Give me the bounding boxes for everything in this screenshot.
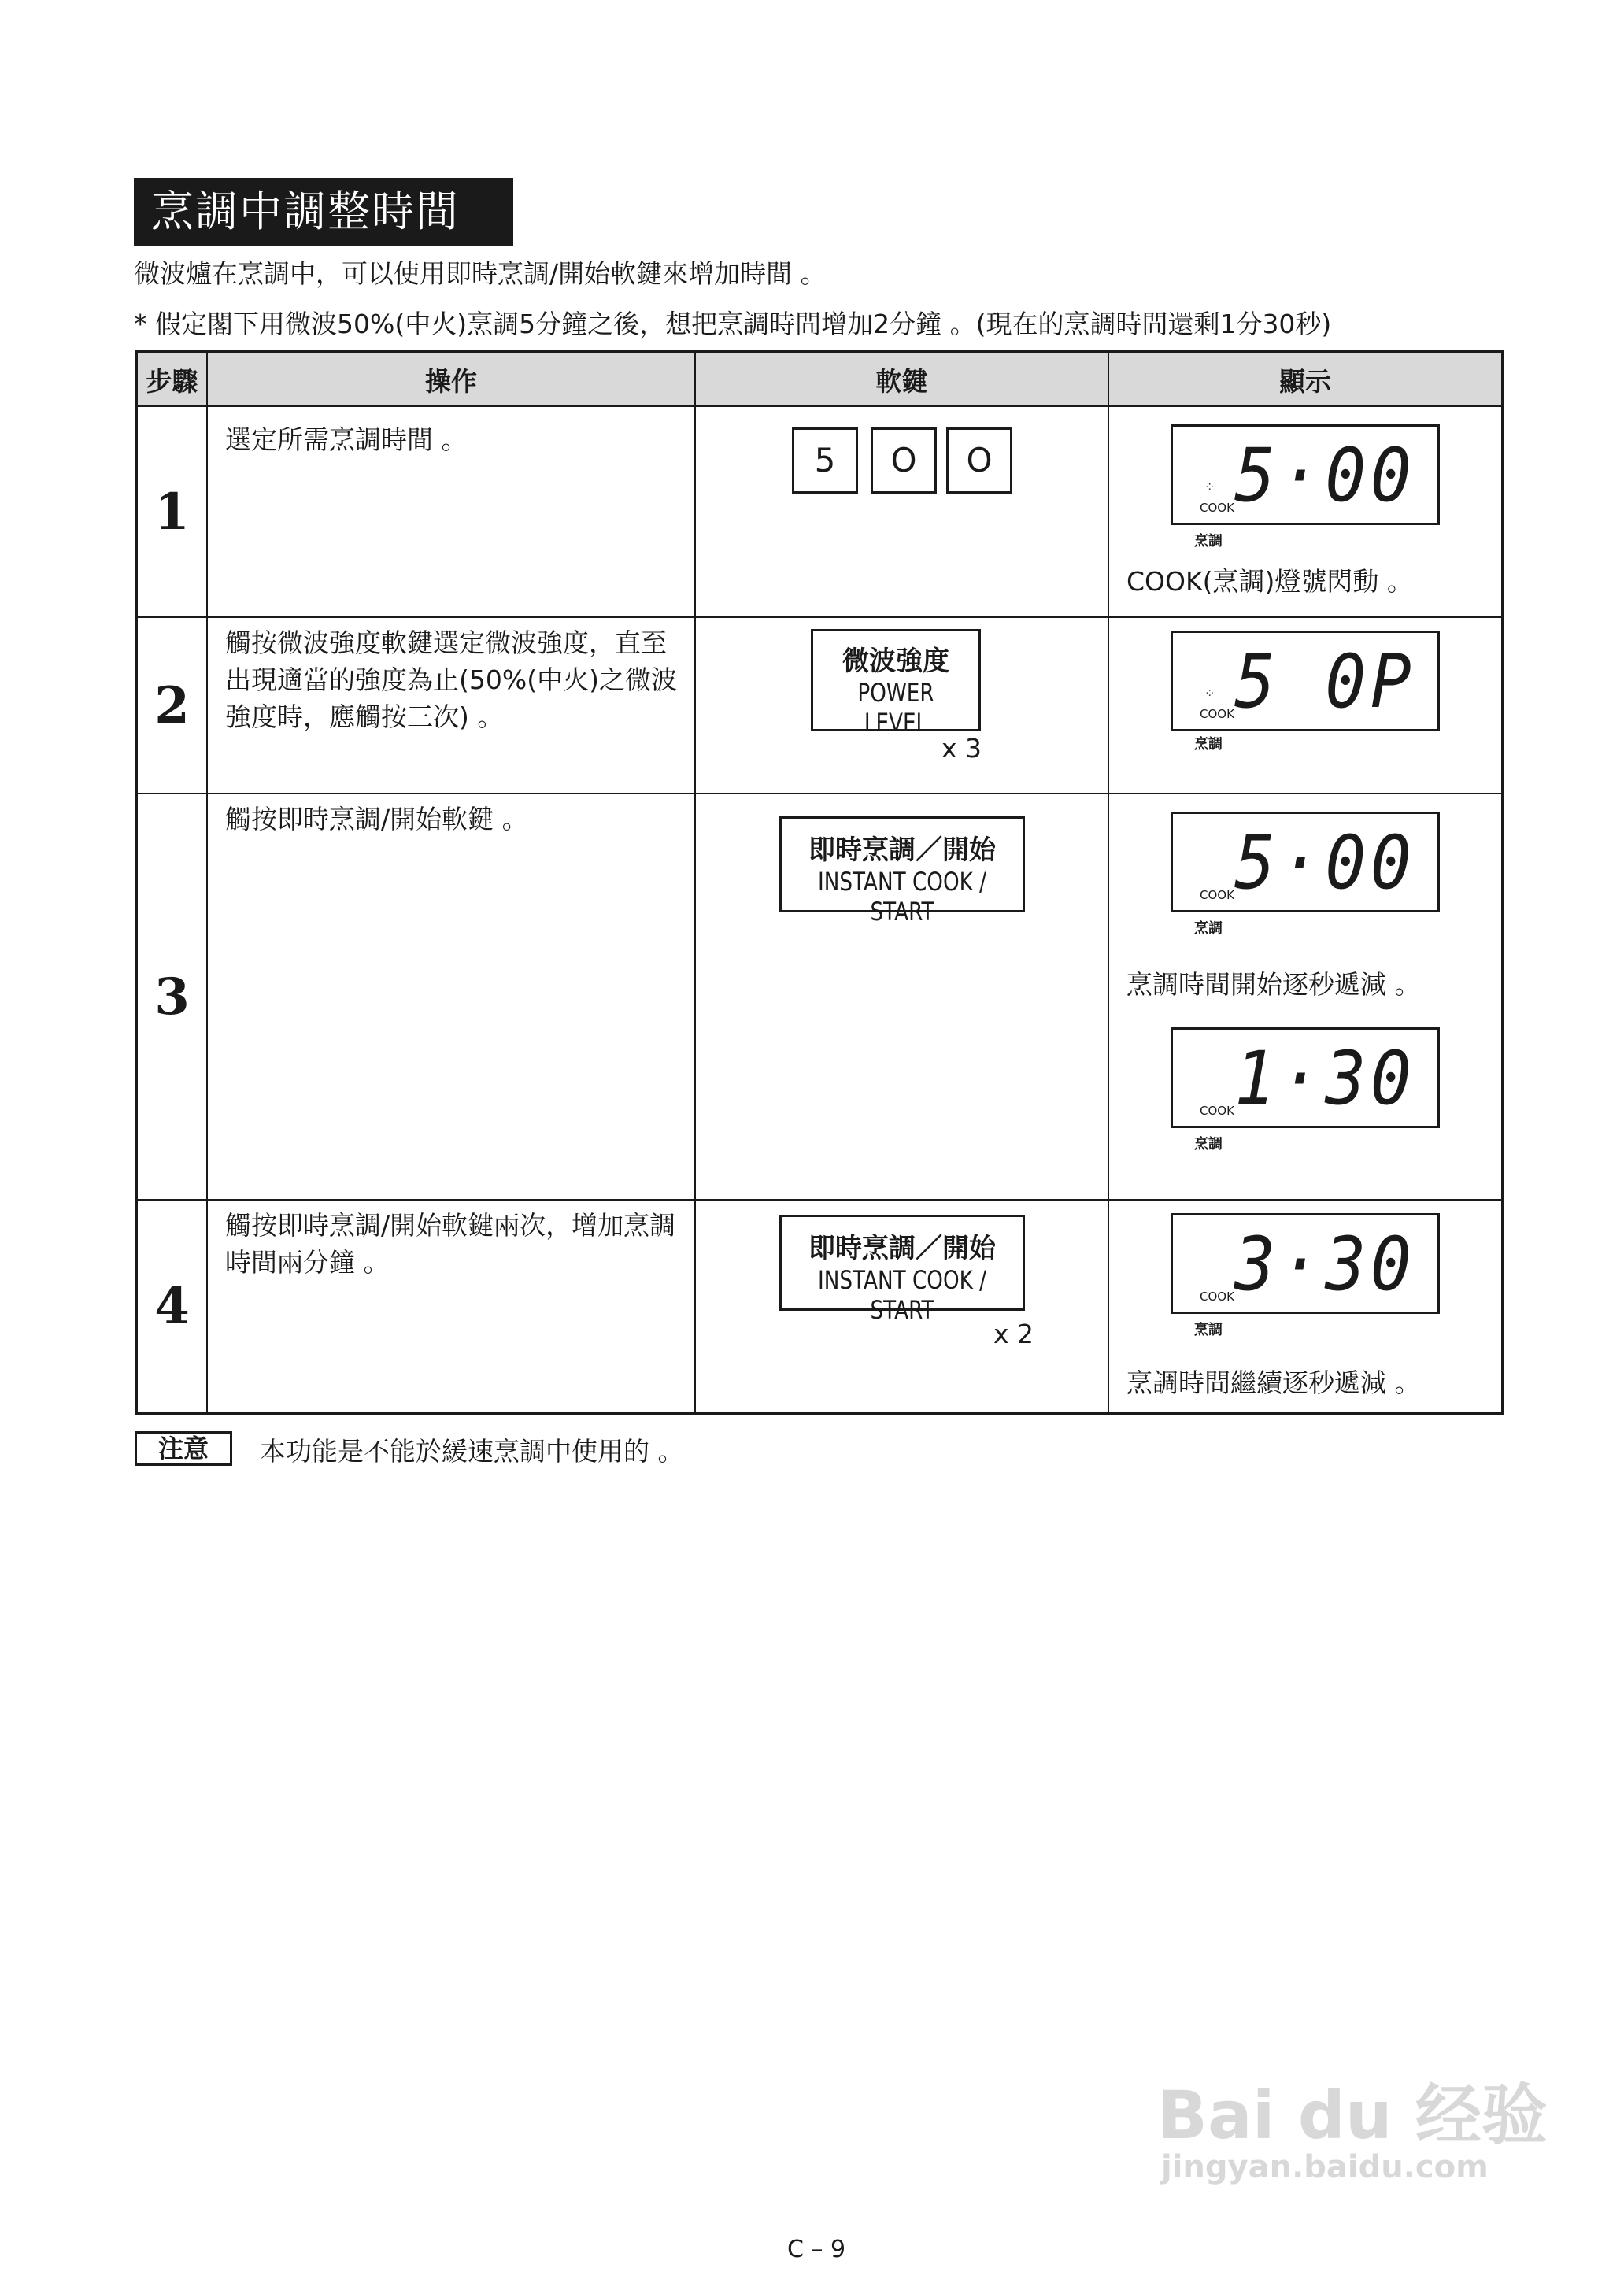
steps-table — [135, 350, 1504, 1415]
header-step: 步驟 — [136, 352, 207, 406]
instant-cook-en: INSTANT COOK / START — [818, 867, 986, 927]
header-display: 顯示 — [1108, 352, 1503, 406]
cook-indicator: COOK — [1200, 501, 1234, 515]
lcd-display — [1171, 424, 1440, 525]
softkey-cell — [695, 406, 1108, 617]
softkey-cell — [695, 794, 1108, 1200]
operation-text: 觸按微波強度軟鍵選定微波強度，直至出現適當的強度為止(50%(中火)之微波強度時，應觸按三次) 。 — [207, 617, 695, 794]
power-level-button[interactable] — [811, 629, 981, 738]
step-number: 2 — [136, 617, 207, 794]
press-multiplier: x 3 — [941, 733, 982, 764]
lcd-digits: 3·30 — [1234, 1222, 1415, 1308]
display-caption: 烹調時間開始逐秒遞減 。 — [1126, 969, 1421, 1000]
step-number: 1 — [136, 406, 207, 617]
instant-cook-start-button[interactable] — [779, 816, 1025, 927]
lcd-sub-label: 烹調 — [1194, 533, 1223, 549]
step-number: 3 — [136, 794, 207, 1200]
lcd-display — [1171, 631, 1440, 731]
press-multiplier: x 2 — [993, 1319, 1034, 1349]
table-row — [136, 794, 1503, 1200]
power-level-zh: 微波強度 — [842, 646, 949, 677]
blink-indicator-icon: ⁘ — [1204, 479, 1215, 494]
lcd-display — [1171, 1213, 1440, 1314]
table-header-row — [136, 352, 1503, 406]
display-cell — [1108, 794, 1503, 1200]
key-0-second[interactable]: O — [946, 427, 1012, 494]
display-cell — [1108, 406, 1503, 617]
header-operation: 操作 — [207, 352, 695, 406]
instant-cook-zh: 即時烹調／開始 — [808, 1233, 996, 1264]
lcd-sub-label: 烹調 — [1194, 920, 1223, 937]
softkey-cell — [695, 1200, 1108, 1414]
table-row — [136, 617, 1503, 794]
section-title: 烹調中調整時間 — [134, 178, 513, 246]
softkey-cell — [695, 617, 1108, 794]
lcd-display — [1171, 812, 1440, 912]
operation-text: 觸按即時烹調/開始軟鍵 。 — [207, 794, 695, 1200]
instant-cook-en: INSTANT COOK / START — [818, 1265, 986, 1325]
power-level-en: POWER LEVEL — [857, 678, 934, 738]
lcd-display — [1171, 1027, 1440, 1128]
header-softkey: 軟鍵 — [695, 352, 1108, 406]
step-number: 4 — [136, 1200, 207, 1414]
lcd-sub-label: 烹調 — [1194, 736, 1223, 753]
display-cell — [1108, 1200, 1503, 1414]
table-row — [136, 406, 1503, 617]
lcd-digits: 5·00 — [1234, 820, 1415, 906]
cook-indicator: COOK — [1200, 707, 1234, 721]
lcd-sub-label: 烹調 — [1194, 1322, 1223, 1338]
intro-text: 微波爐在烹調中，可以使用即時烹調/開始軟鍵來增加時間 。 — [134, 258, 827, 289]
key-5[interactable]: 5 — [792, 427, 858, 494]
lcd-digits: 1·30 — [1234, 1036, 1415, 1122]
operation-text: 觸按即時烹調/開始軟鍵兩次，增加烹調時間兩分鐘 。 — [207, 1200, 695, 1414]
table-row — [136, 1200, 1503, 1414]
blink-indicator-icon: ⁘ — [1204, 686, 1215, 701]
operation-text: 選定所需烹調時間 。 — [207, 406, 695, 617]
lcd-sub-label: 烹調 — [1194, 1136, 1223, 1153]
caution-text: 本功能是不能於緩速烹調中使用的 。 — [260, 1436, 684, 1467]
display-cell — [1108, 617, 1503, 794]
display-caption: 烹調時間繼續逐秒遞減 。 — [1126, 1367, 1421, 1398]
key-0[interactable]: O — [871, 427, 937, 494]
caution-label: 注意 — [135, 1431, 232, 1466]
assumption-note: * 假定閣下用微波50%(中火)烹調5分鐘之後，想把烹調時間增加2分鐘 。(現在的烹調時間還剩1分30秒) — [134, 309, 1332, 339]
page-number: C – 9 — [787, 2236, 846, 2263]
lcd-digits: 5 0P — [1234, 639, 1415, 725]
instant-cook-start-button[interactable] — [779, 1215, 1025, 1325]
instant-cook-zh: 即時烹調／開始 — [808, 834, 996, 866]
display-caption: COOK(烹調)燈號閃動 。 — [1126, 566, 1413, 597]
cook-indicator: COOK — [1200, 888, 1234, 902]
cook-indicator: COOK — [1200, 1289, 1234, 1304]
cook-indicator: COOK — [1200, 1104, 1234, 1118]
lcd-digits: 5·00 — [1234, 433, 1415, 519]
watermark-url: jingyan.baidu.com — [1161, 2149, 1489, 2185]
watermark-logo: Bai du 经验 — [1157, 2077, 1548, 2154]
